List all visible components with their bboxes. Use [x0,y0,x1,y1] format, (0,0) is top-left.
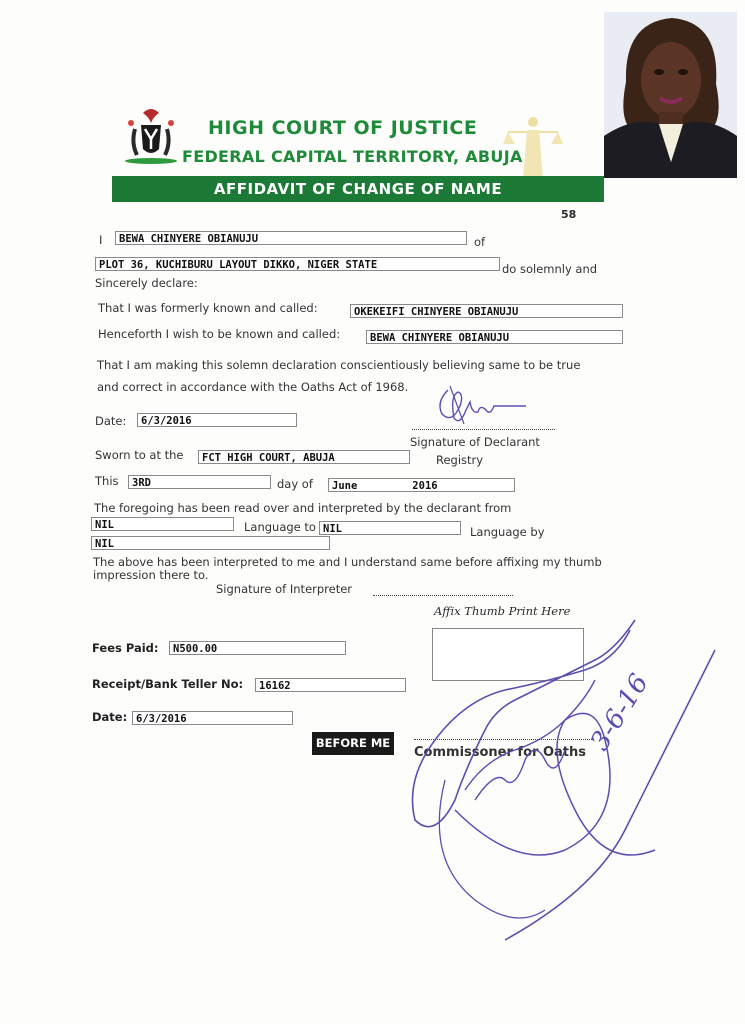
declaration-date-field[interactable]: 6/3/2016 [137,413,297,427]
page-number: 58 [561,208,577,221]
fees-date-field[interactable]: 6/3/2016 [132,711,293,725]
commissioner-label: Commissoner for Oaths [414,745,586,760]
fees-paid-field[interactable]: N500.00 [169,641,346,655]
month-year-field[interactable] [328,478,515,492]
new-name-field[interactable]: BEWA CHINYERE OBIANUJU [366,330,623,344]
henceforth-label: Henceforth I wish to be known and called: [98,327,341,341]
statement-line-1: That I am making this solemn declaration conscientiously believing same to be true [97,358,581,372]
declarant-signature [430,384,530,430]
date-label: Date: [95,414,127,428]
interpreter-signature-line [373,594,513,596]
day-field[interactable]: 3RD [128,475,271,489]
signature-of-declarant-label: Signature of Declarant [410,435,540,449]
declarant-signature-line [412,428,555,430]
foregoing-label: The foregoing has been read over and interpreted by the declarant from [94,501,512,515]
sincerely-label: Sincerely declare: [95,276,198,290]
i-label: I [99,233,103,247]
sworn-place-field[interactable]: FCT HIGH COURT, ABUJA [198,450,410,464]
this-label: This [95,474,119,488]
before-me-label: BEFORE ME [312,732,394,755]
year-value: 2016 [412,480,438,492]
receipt-field[interactable]: 16162 [255,678,406,692]
receipt-label: Receipt/Bank Teller No: [92,677,244,691]
of-label: of [474,235,486,249]
address-field[interactable]: PLOT 36, KUCHIBURU LAYOUT DIKKO, NIGER STATE [95,257,500,271]
registry-label: Registry [436,453,484,467]
solemnly-label: do solemnly and [502,262,598,276]
day-of-label: day of [277,477,313,491]
handwritten-date: 3-6-16 [585,668,655,756]
formerly-label: That I was formerly known and called: [98,301,318,315]
by-language-field[interactable]: NIL [91,536,330,550]
fees-paid-label: Fees Paid: [92,641,159,655]
declarant-name-field[interactable]: BEWA CHINYERE OBIANUJU [115,231,467,245]
language-to-label: Language to [244,520,316,534]
affix-thumb-label: Affix Thumb Print Here [434,604,571,618]
passport-photo [604,12,737,178]
coat-of-arms-logo [123,103,179,165]
fees-date-label: Date: [92,710,128,724]
from-language-field[interactable]: NIL [91,517,234,531]
sworn-label: Sworn to at the [95,448,184,462]
month-value: June [332,480,358,492]
court-title: HIGH COURT OF JUSTICE [208,117,478,139]
statement-line-2: and correct in accordance with the Oaths Act of 1968. [97,380,409,394]
former-name-field[interactable]: OKEKEIFI CHINYERE OBIANUJU [350,304,623,318]
commissioner-signature [395,610,735,950]
signature-of-interpreter-label: Signature of Interpreter [216,582,353,596]
to-language-field[interactable]: NIL [319,521,461,535]
interpreted-line-2: impression there to. [93,568,209,582]
language-by-label: Language by [470,525,545,539]
document-title-banner [112,176,604,202]
document-title: AFFIDAVIT OF CHANGE OF NAME [213,180,503,198]
interpreted-line-1: The above has been interpreted to me and I understand same before affixing my thumb [93,555,602,569]
court-subtitle: FEDERAL CAPITAL TERRITORY, ABUJA [182,147,523,166]
